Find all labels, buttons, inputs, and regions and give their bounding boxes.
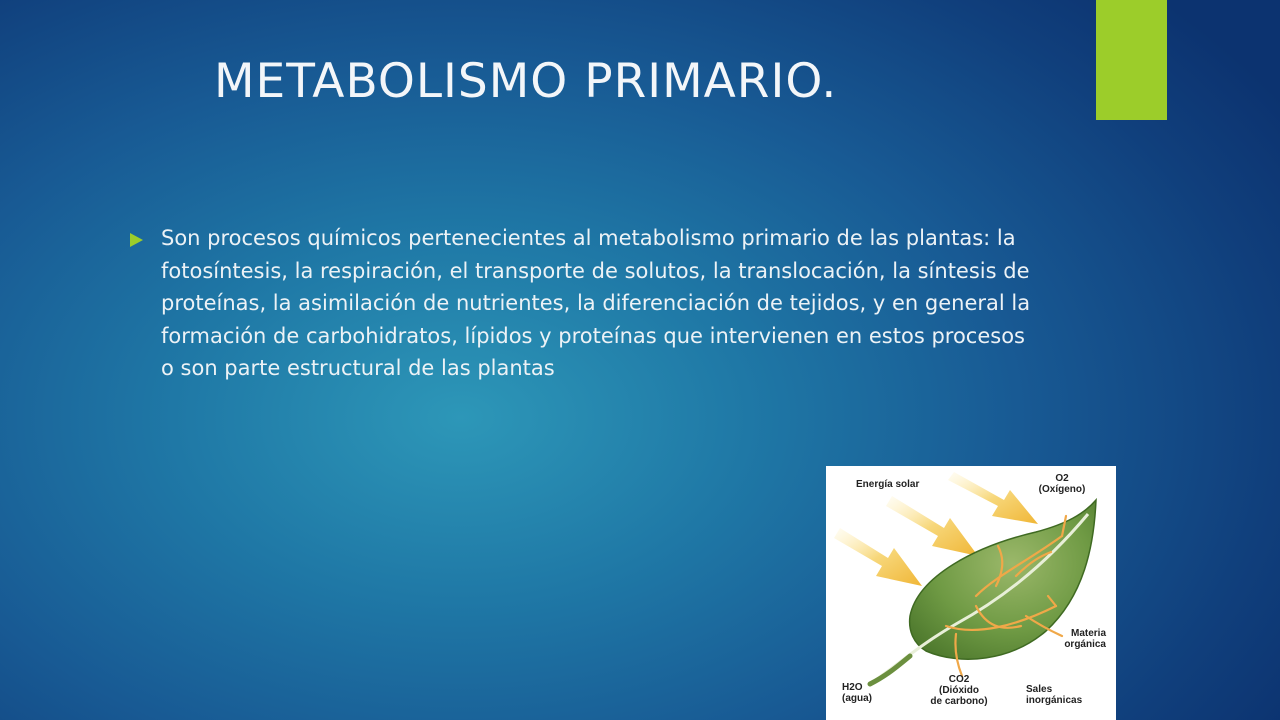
photosynthesis-diagram	[826, 466, 1116, 720]
label-energia-solar: Energía solar	[856, 479, 920, 490]
label-o2-name: O2	[1055, 473, 1069, 484]
label-sales-name: Sales	[1026, 684, 1053, 695]
label-co2-sub2: de carbono)	[930, 696, 988, 707]
label-materia	[1036, 628, 1106, 650]
label-sales	[1026, 684, 1082, 706]
label-h2o	[842, 682, 872, 704]
label-co2-sub1: (Dióxido	[939, 685, 979, 696]
label-h2o-sub: (agua)	[842, 693, 872, 704]
label-sales-sub: inorgánicas	[1026, 695, 1083, 706]
accent-bar	[1096, 0, 1167, 120]
label-co2	[914, 674, 1004, 707]
label-co2-name: CO2	[948, 674, 970, 685]
label-materia-name: Materia	[1070, 628, 1106, 639]
bullet-text: Son procesos químicos pertenecientes al metabolismo primario de las plantas: la fotosíntesis, la respiración, el transporte de solutos, la translocación, la síntesis de proteínas, la asimilación de nutrientes, la diferenciación de tejidos, y en general la formación de carbohidratos, lípidos y proteínas que intervienen en estos procesos o son parte estructural de las plantas	[161, 226, 1031, 380]
slide-title: METABOLISMO PRIMARIO.	[214, 54, 838, 109]
label-materia-sub: orgánica	[1064, 639, 1106, 650]
label-h2o-name: H2O	[842, 682, 863, 693]
triangle-right-icon	[130, 233, 143, 247]
label-o2	[1022, 473, 1102, 495]
label-o2-sub: (Oxígeno)	[1038, 484, 1086, 495]
leaf	[870, 500, 1096, 684]
